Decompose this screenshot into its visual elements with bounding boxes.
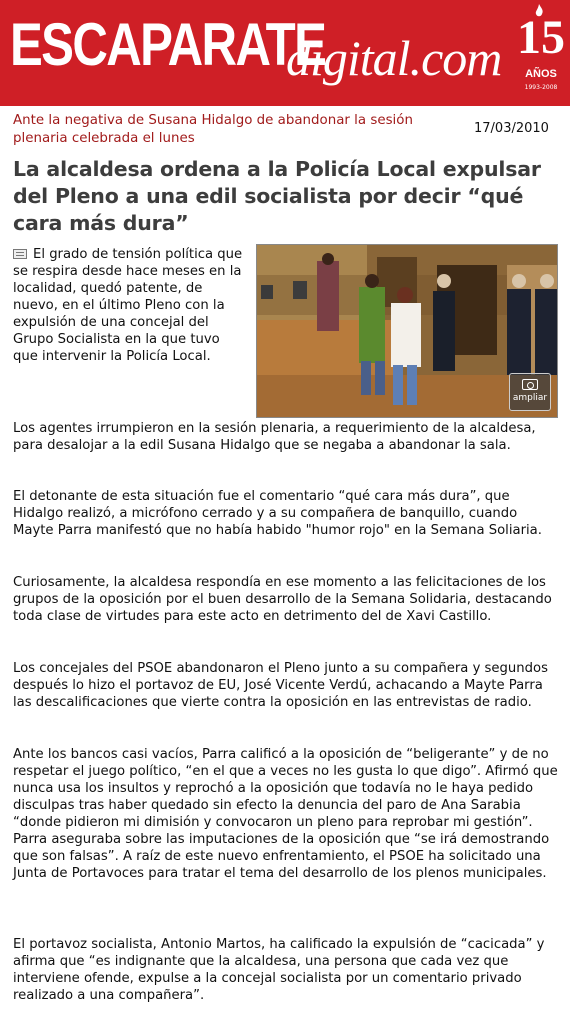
- article-paragraph-3: Curiosamente, la alcaldesa respondía en ese momento a las felicitaciones de los grupos de la oposición por el buen desarrollo de la Semana Solidaria, destacando toda clase de virtudes para este acto en detrimento del de Xavi Castillo.: [13, 575, 552, 624]
- logo-sub[interactable]: digital.com: [286, 30, 502, 86]
- logo-main[interactable]: ESCAPARATE: [10, 11, 326, 78]
- article-subhead: Ante la negativa de Susana Hidalgo de abandonar la sesión plenaria celebrada el lunes: [13, 113, 413, 146]
- camera-icon: [522, 379, 538, 390]
- intro-text: El grado de tensión política que se respira desde hace meses en la localidad, quedó patente, de nuevo, en el último Pleno con la expulsión de una concejal del Grupo Socialista en la que tuvo que intervenir la Policía Local.: [13, 247, 243, 364]
- masthead: [0, 0, 570, 106]
- article-paragraph-4: Los concejales del PSOE abandonaron el Pleno junto a su compañera y segundos después lo hizo el portavoz de EU, José Vicente Verdú, achacando a Mayte Parra las descalificaciones que vierte contra la oposición en las entrevistas de radio.: [13, 661, 548, 710]
- anniversary-badge: [516, 4, 566, 100]
- gallery-icon[interactable]: [13, 249, 27, 259]
- enlarge-label: ampliar: [512, 393, 548, 403]
- article-title: La alcaldesa ordena a la Policía Local expulsar del Pleno a una edil socialista por decir “qué cara más dura”: [13, 157, 541, 235]
- article-intro: [13, 246, 245, 365]
- article-date: 17/03/2010: [474, 121, 549, 136]
- anniversary-label: AÑOS: [525, 68, 557, 80]
- article-paragraph-6: El portavoz socialista, Antonio Martos, ha calificado la expulsión de “cacicada” y afirma que “es indignante que la alcaldesa, una persona que cada vez que interviene ofende, expulse a la concejal socialista por un comentario privado realizado a una compañera”.: [13, 937, 545, 1003]
- article-paragraph-5: Ante los bancos casi vacíos, Parra calificó a la oposición de “beligerante” y de no respetar el juego político, “en el que a veces no les gusta lo que digo”. Afirmó que nunca usa los insultos y reprochó a la oposición que todavía no le haya pedido disculpas tras haber quedado sin efecto la denuncia del paro de Ana Sarabia “donde pidieron mi dimisión y convocaron un pleno para reprobar mi gestión”. Parra aseguraba sobre las imputaciones de la oposición que “se irá demostrando que son falsas”. A raíz de este nuevo enfrentamiento, el PSOE ha solicitado una Junta de Portavoces para tratar el tema del desarrollo de los plenos municipales.: [13, 747, 558, 881]
- article-paragraph-1: Los agentes irrumpieron en la sesión plenaria, a requerimiento de la alcaldesa, para desalojar a la edil Susana Hidalgo que se negaba a abandonar la sala.: [13, 421, 536, 453]
- anniversary-range: 1993-2008: [524, 84, 558, 91]
- article-paragraph-2: El detonante de esta situación fue el comentario “qué cara más dura”, que Hidalgo realizó, a micrófono cerrado y a su compañera de banquillo, cuando Mayte Parra manifestó que no había habido "humor rojo" en la Semana Soliaria.: [13, 489, 542, 538]
- anniversary-number: 15: [517, 11, 565, 64]
- article-photo[interactable]: [256, 244, 558, 418]
- enlarge-button[interactable]: [509, 373, 551, 411]
